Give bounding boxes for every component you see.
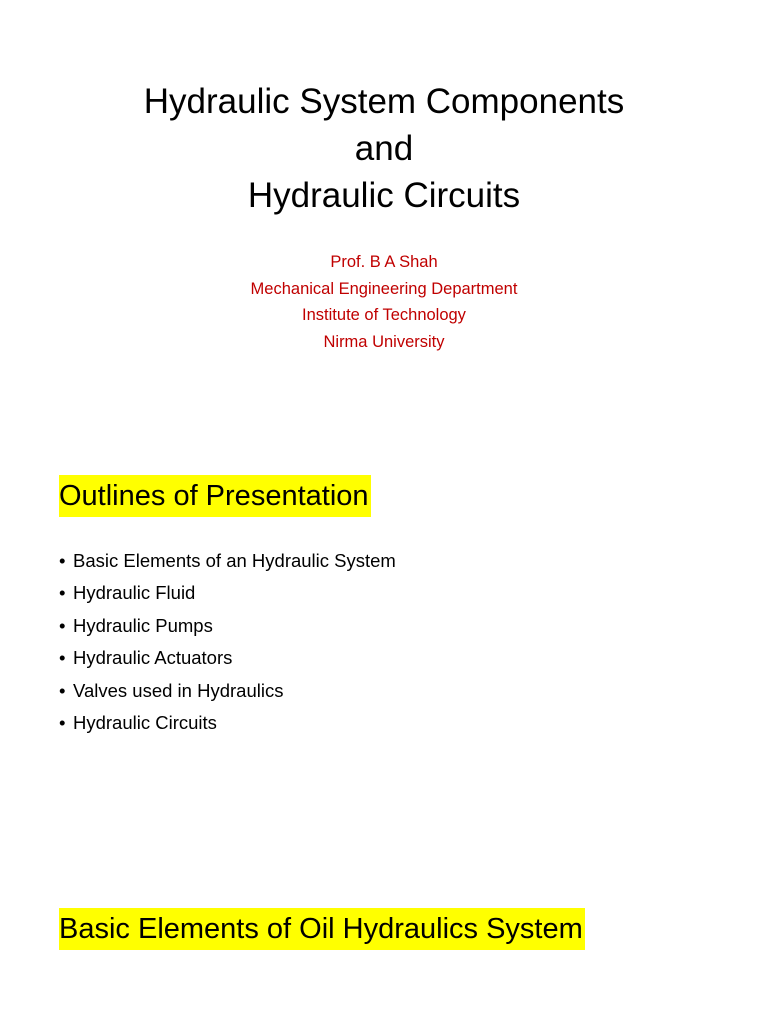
bullet-icon: • — [59, 679, 66, 701]
bullet-icon: • — [59, 712, 66, 734]
list-item — [59, 707, 396, 739]
outline-list — [59, 545, 396, 739]
author-institute: Institute of Technology — [302, 306, 466, 325]
basic-elements-heading: Basic Elements of Oil Hydraulics System — [59, 908, 585, 950]
author-block — [0, 249, 768, 356]
list-item-text: Hydraulic Circuits — [73, 712, 217, 734]
list-item-text: Hydraulic Actuators — [73, 647, 233, 669]
title-line-1: Hydraulic System Components — [143, 82, 625, 121]
bullet-icon: • — [59, 647, 66, 669]
list-item — [59, 675, 396, 707]
title-line-2: and — [354, 129, 414, 168]
bullet-icon: • — [59, 582, 66, 604]
list-item-text: Hydraulic Fluid — [73, 582, 196, 604]
list-item — [59, 610, 396, 642]
title-line-3: Hydraulic Circuits — [247, 176, 521, 215]
presentation-title — [0, 78, 768, 219]
list-item-text: Basic Elements of an Hydraulic System — [73, 550, 396, 571]
author-department: Mechanical Engineering Department — [250, 279, 518, 298]
bullet-icon: • — [59, 550, 66, 571]
list-item — [59, 642, 396, 674]
list-item-text: Valves used in Hydraulics — [73, 679, 284, 701]
outline-heading: Outlines of Presentation — [59, 475, 371, 517]
author-university: Nirma University — [323, 333, 445, 352]
list-item-text: Hydraulic Pumps — [73, 614, 213, 636]
list-item — [59, 545, 396, 577]
list-item — [59, 577, 396, 609]
author-name: Prof. B A Shah — [330, 253, 438, 271]
bullet-icon: • — [59, 614, 66, 636]
